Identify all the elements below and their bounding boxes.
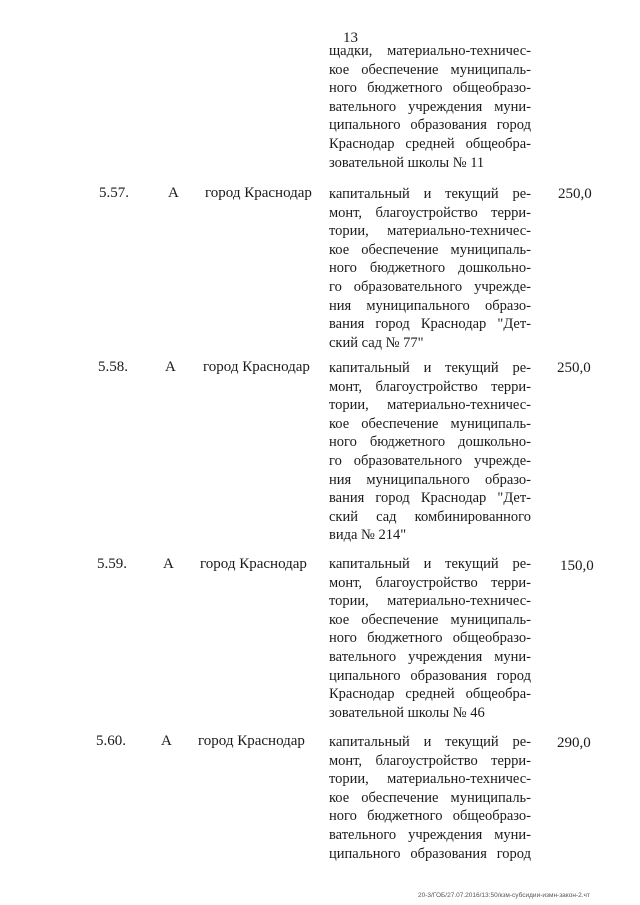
- row-amount: 250,0: [558, 186, 592, 202]
- description-line: вания город Краснодар "Дет-: [329, 490, 531, 507]
- row-amount: 150,0: [560, 558, 594, 574]
- description-line: ного бюджетного дошкольно-: [329, 434, 531, 451]
- row-city: город Краснодар: [205, 185, 312, 201]
- document-footer: 20-3/ГОБ/27.07.2016/13:50/кзм-субсидии-измн-закон-2.чт: [418, 892, 590, 899]
- description-line: кое обеспечение муниципаль-: [329, 61, 531, 78]
- description-line: ский сад комбинированного: [329, 508, 531, 525]
- description-line: щадки, материально-техничес-: [329, 43, 531, 59]
- row-category: А: [161, 733, 172, 749]
- description-line: тории, материально-техничес-: [329, 593, 531, 610]
- description-line: ного бюджетного общеобразо-: [329, 808, 531, 825]
- row-amount: 250,0: [557, 360, 591, 376]
- description-line: монт, благоустройство терри-: [329, 752, 531, 769]
- description-line: ного бюджетного дошкольно-: [329, 260, 531, 277]
- description-line: вида № 214": [329, 527, 407, 544]
- description-line: капитальный и текущий ре-: [329, 734, 531, 750]
- description-line: кое обеспечение муниципаль-: [329, 415, 531, 432]
- row-city: город Краснодар: [200, 556, 307, 572]
- description-line: вательного учреждения муни-: [329, 648, 531, 665]
- description-line: ния муниципального образо-: [329, 471, 531, 488]
- description-line: тории, материально-техничес-: [329, 771, 531, 788]
- description-line: кое обеспечение муниципаль-: [329, 789, 531, 806]
- description-line: тории, материально-техничес-: [329, 397, 531, 414]
- description-line: ного бюджетного общеобразо-: [329, 80, 531, 97]
- description-line: капитальный и текущий ре-: [329, 186, 531, 202]
- row-category: А: [165, 359, 176, 375]
- row-category: А: [163, 556, 174, 572]
- description-line: капитальный и текущий ре-: [329, 556, 531, 572]
- page-number: 13: [343, 30, 358, 46]
- description-line: вательного учреждения муни-: [329, 98, 531, 115]
- description-line: ного бюджетного общеобразо-: [329, 630, 531, 647]
- row-number: 5.59.: [97, 556, 127, 572]
- description-line: монт, благоустройство терри-: [329, 378, 531, 395]
- description-line: Краснодар средней общеобра-: [329, 686, 531, 703]
- description-line: капитальный и текущий ре-: [329, 360, 531, 376]
- description-line: ципального образования город: [329, 117, 531, 134]
- description-line: кое обеспечение муниципаль-: [329, 241, 531, 258]
- row-city: город Краснодар: [203, 359, 310, 375]
- description-line: тории, материально-техничес-: [329, 223, 531, 240]
- description-line: ципального образования город: [329, 845, 531, 862]
- row-description: [329, 555, 531, 722]
- description-line: зовательной школы № 11: [329, 154, 485, 171]
- description-line: кое обеспечение муниципаль-: [329, 611, 531, 628]
- description-line: зовательной школы № 46: [329, 704, 485, 721]
- continuation-description: [329, 42, 531, 172]
- row-number: 5.57.: [99, 185, 129, 201]
- row-amount: 290,0: [557, 735, 591, 751]
- description-line: монт, благоустройство терри-: [329, 204, 531, 221]
- description-line: Краснодар средней общеобра-: [329, 135, 531, 152]
- row-category: А: [168, 185, 179, 201]
- description-line: го образовательного учрежде-: [329, 452, 531, 469]
- row-number: 5.60.: [96, 733, 126, 749]
- description-line: монт, благоустройство терри-: [329, 574, 531, 591]
- row-number: 5.58.: [98, 359, 128, 375]
- row-description: [329, 185, 531, 352]
- description-line: ский сад № 77": [329, 334, 424, 351]
- row-description: [329, 733, 531, 863]
- description-line: го образовательного учрежде-: [329, 278, 531, 295]
- description-line: ния муниципального образо-: [329, 297, 531, 314]
- description-line: вательного учреждения муни-: [329, 826, 531, 843]
- description-line: ципального образования город: [329, 667, 531, 684]
- row-description: [329, 359, 531, 545]
- row-city: город Краснодар: [198, 733, 305, 749]
- description-line: вания город Краснодар "Дет-: [329, 316, 531, 333]
